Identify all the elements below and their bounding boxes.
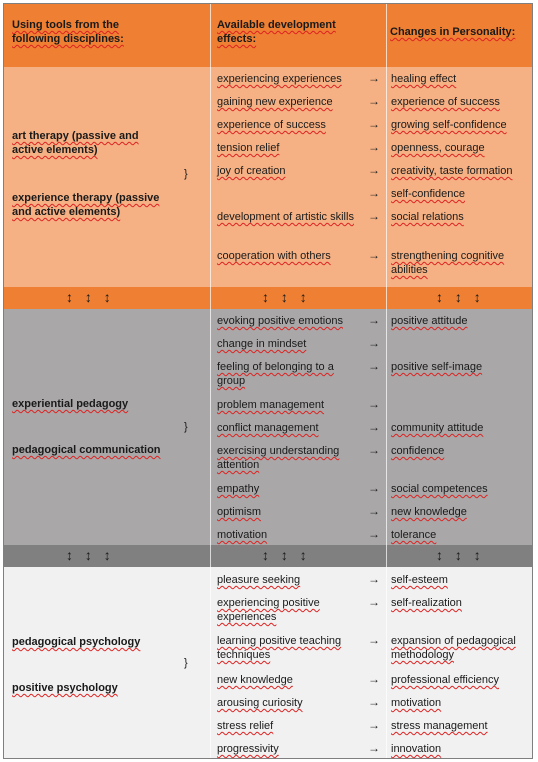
column-divider (210, 4, 211, 758)
double-arrow-icon: ↕ ↕ ↕ (66, 289, 115, 305)
effect-cell: joy of creation (217, 165, 286, 177)
double-arrow-icon: ↕ ↕ ↕ (262, 547, 311, 563)
discipline-label: experience therapy (passive and active elements) (12, 192, 160, 218)
arrow-right-icon: → (368, 94, 380, 108)
effect-cell: evoking positive emotions (217, 315, 343, 327)
arrow-right-icon: → (368, 313, 380, 327)
arrow-right-icon: → (368, 695, 380, 709)
change-cell: social competences (391, 483, 488, 495)
discipline-label: art therapy (passive and active elements) (12, 130, 139, 156)
change-cell: social relations (391, 211, 464, 223)
section-psychology (4, 567, 532, 758)
effect-cell: problem management (217, 399, 325, 411)
change-cell: motivation (391, 697, 442, 709)
change-cell: growing self-confidence (391, 119, 507, 131)
effect-cell: experiencing experiences (217, 73, 342, 85)
change-cell: self-esteem (391, 574, 448, 586)
effect-cell: pleasure seeking (217, 574, 301, 586)
discipline-label: positive psychology (12, 682, 118, 694)
personality-development-table (3, 3, 533, 759)
arrow-right-icon: → (368, 595, 380, 609)
change-cell: positive attitude (391, 315, 468, 327)
change-cell: healing effect (391, 73, 457, 85)
arrow-right-icon: → (368, 443, 380, 457)
brace-symbol: } (184, 657, 188, 669)
arrow-right-icon: → (368, 71, 380, 85)
effect-cell: change in mindset (217, 338, 307, 350)
change-cell: professional efficiency (391, 674, 500, 686)
effect-cell: new knowledge (217, 674, 293, 686)
discipline-label: experiential pedagogy (12, 398, 129, 410)
arrow-right-icon: → (368, 672, 380, 686)
effect-cell: learning positive teaching techniques (217, 635, 342, 661)
effect-cell: cooperation with others (217, 250, 331, 262)
double-arrow-icon: ↕ ↕ ↕ (436, 289, 485, 305)
arrow-right-icon: → (368, 420, 380, 434)
arrow-right-icon: → (368, 140, 380, 154)
arrow-right-icon: → (368, 163, 380, 177)
double-arrow-icon: ↕ ↕ ↕ (262, 289, 311, 305)
change-cell: self-realization (391, 597, 462, 609)
header-disciplines: Using tools from the following disciplines: (12, 19, 124, 45)
effect-cell: feeling of belonging to a group (217, 361, 334, 387)
change-cell: strengthening cognitive abilities (391, 250, 505, 276)
effect-cell: experiencing positive experiences (217, 597, 320, 623)
arrow-right-icon: → (368, 741, 380, 755)
effect-cell: gaining new experience (217, 96, 333, 108)
arrow-right-icon: → (368, 209, 380, 223)
effect-cell: experience of success (217, 119, 326, 131)
change-cell: tolerance (391, 529, 437, 541)
effect-cell: motivation (217, 529, 268, 541)
effect-cell: empathy (217, 483, 260, 495)
change-cell: experience of success (391, 96, 500, 108)
effect-cell: stress relief (217, 720, 274, 732)
double-arrow-icon: ↕ ↕ ↕ (436, 547, 485, 563)
separator-row (4, 287, 532, 309)
column-divider (386, 4, 387, 758)
section-therapy (4, 67, 532, 287)
arrow-right-icon: → (368, 186, 380, 200)
brace-symbol: } (184, 168, 188, 180)
effect-cell: arousing curiosity (217, 697, 303, 709)
arrow-right-icon: → (368, 504, 380, 518)
change-cell: openness, courage (391, 142, 485, 154)
arrow-right-icon: → (368, 527, 380, 541)
double-arrow-icon: ↕ ↕ ↕ (66, 547, 115, 563)
change-cell: confidence (391, 445, 445, 457)
effect-cell: progressivity (217, 743, 279, 755)
arrow-right-icon: → (368, 572, 380, 586)
change-cell: expansion of pedagogical methodology (391, 635, 516, 661)
discipline-label: pedagogical communication (12, 444, 161, 456)
header-changes: Changes in Personality: (390, 26, 516, 38)
effect-cell: exercising understanding attention (217, 445, 340, 471)
change-cell: new knowledge (391, 506, 467, 518)
arrow-right-icon: → (368, 248, 380, 262)
effect-cell: optimism (217, 506, 262, 518)
arrow-right-icon: → (368, 117, 380, 131)
arrow-right-icon: → (368, 481, 380, 495)
change-cell: creativity, taste formation (391, 165, 513, 177)
arrow-right-icon: → (368, 397, 380, 411)
change-cell: positive self-image (391, 361, 483, 373)
arrow-right-icon: → (368, 336, 380, 350)
header-effects: Available development effects: (217, 19, 336, 45)
effect-cell: development of artistic skills (217, 211, 354, 223)
change-cell: stress management (391, 720, 488, 732)
section-pedagogy (4, 309, 532, 545)
discipline-label: pedagogical psychology (12, 636, 141, 648)
arrow-right-icon: → (368, 633, 380, 647)
table-header (4, 4, 532, 67)
effect-cell: tension relief (217, 142, 280, 154)
brace-symbol: } (184, 421, 188, 433)
arrow-right-icon: → (368, 718, 380, 732)
separator-row (4, 545, 532, 567)
change-cell: self-confidence (391, 188, 465, 200)
change-cell: innovation (391, 743, 442, 755)
change-cell: community attitude (391, 422, 484, 434)
arrow-right-icon: → (368, 359, 380, 373)
effect-cell: conflict management (217, 422, 319, 434)
